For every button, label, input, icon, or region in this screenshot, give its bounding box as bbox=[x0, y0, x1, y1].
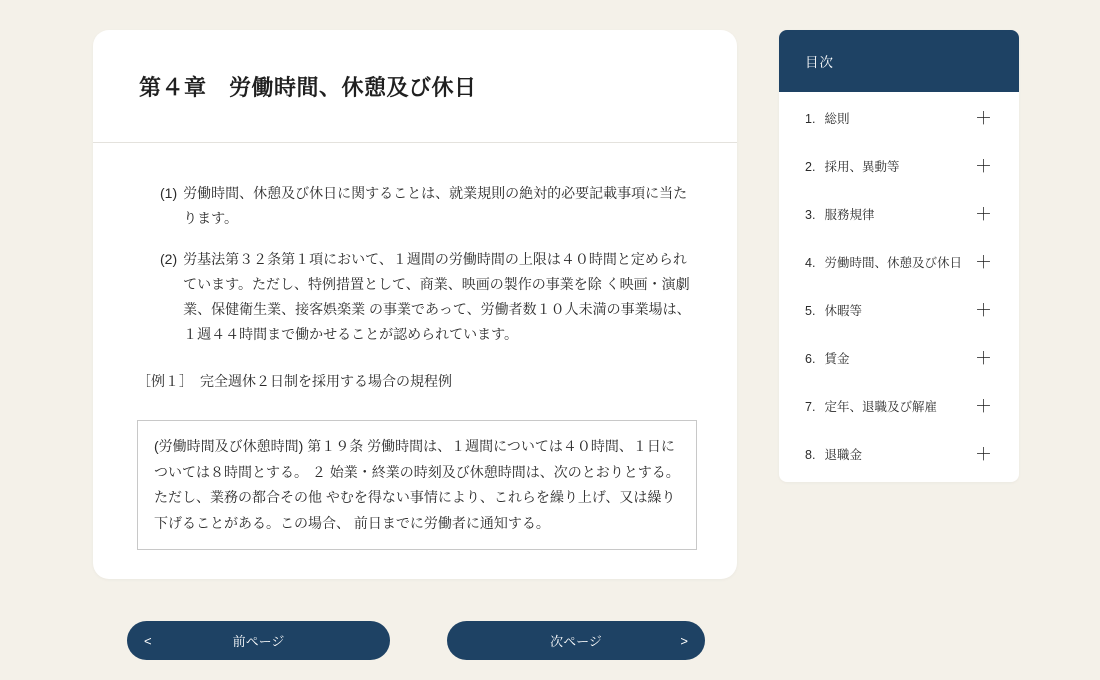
toc-item-7-label: 定年、退職及び解雇 bbox=[824, 400, 937, 414]
document-card bbox=[93, 30, 737, 579]
toc-item-5[interactable] bbox=[779, 286, 1019, 334]
toc-item-6-number: 6. bbox=[805, 352, 816, 366]
expand-plus-icon[interactable]: ＋ bbox=[975, 204, 992, 224]
toc-item-4-number: 4. bbox=[805, 256, 816, 270]
toc-item-2-number: 2. bbox=[805, 160, 816, 174]
toc-item-3-number: 3. bbox=[805, 208, 816, 222]
toc-item-1-number: 1. bbox=[805, 112, 816, 126]
paragraph-1-marker: (1) bbox=[160, 185, 178, 201]
toc-item-3-label: 服務規律 bbox=[824, 208, 875, 222]
expand-plus-icon[interactable]: ＋ bbox=[975, 156, 992, 176]
paragraph-2 bbox=[160, 247, 697, 347]
toc-item-6[interactable] bbox=[779, 334, 1019, 382]
prev-page-button[interactable] bbox=[127, 621, 390, 660]
page-title: 第４章 労働時間、休憩及び休日 bbox=[139, 74, 477, 100]
document-header bbox=[93, 30, 737, 143]
expand-plus-icon[interactable]: ＋ bbox=[975, 108, 992, 128]
expand-plus-icon[interactable]: ＋ bbox=[975, 444, 992, 464]
paragraph-1-text: 労働時間、休憩及び休日に関することは、就業規則の絶対的必要記載事項に当たります。 bbox=[183, 185, 688, 226]
toc-list bbox=[779, 92, 1019, 482]
next-page-label: 次ページ bbox=[550, 634, 602, 649]
expand-plus-icon[interactable]: ＋ bbox=[975, 300, 992, 320]
expand-plus-icon[interactable]: ＋ bbox=[975, 348, 992, 368]
toc-item-7[interactable] bbox=[779, 382, 1019, 430]
toc-item-5-number: 5. bbox=[805, 304, 816, 318]
toc-item-2[interactable] bbox=[779, 142, 1019, 190]
document-body bbox=[93, 143, 737, 550]
toc-item-8[interactable] bbox=[779, 430, 1019, 478]
paragraph-2-marker: (2) bbox=[160, 251, 178, 267]
next-page-button[interactable] bbox=[447, 621, 705, 660]
toc-item-1[interactable] bbox=[779, 94, 1019, 142]
toc-item-8-label: 退職金 bbox=[824, 448, 862, 462]
toc-header: 目次 bbox=[779, 30, 1019, 92]
expand-plus-icon[interactable]: ＋ bbox=[975, 252, 992, 272]
toc-item-6-label: 賃金 bbox=[824, 352, 850, 366]
paragraph-2-text: 労基法第３２条第１項において、１週間の労働時間の上限は４０時間と定められています。ただし、特例措置として、商業、映画の製作の事業を除 く映画・演劇業、保健衛生業、接客娯楽業 の事業であって、労働者数１０人未満の事業場は、１週４４時間まで働かせることが認められています。 bbox=[183, 251, 691, 342]
chevron-left-icon: < bbox=[144, 633, 152, 648]
toc-item-5-label: 休暇等 bbox=[824, 304, 862, 318]
paragraph-1 bbox=[160, 181, 697, 231]
expand-plus-icon[interactable]: ＋ bbox=[975, 396, 992, 416]
prev-page-label: 前ページ bbox=[232, 634, 285, 649]
toc-item-2-label: 採用、異動等 bbox=[824, 160, 900, 174]
toc-item-4[interactable] bbox=[779, 238, 1019, 286]
toc-panel bbox=[779, 30, 1019, 482]
toc-item-1-label: 総則 bbox=[824, 112, 850, 126]
example-label: ［例１］ 完全週休２日制を採用する場合の規程例 bbox=[137, 373, 452, 389]
toc-item-3[interactable] bbox=[779, 190, 1019, 238]
chevron-right-icon: > bbox=[680, 633, 688, 648]
example-box: (労働時間及び休憩時間) 第１９条 労働時間は、１週間については４０時間、１日については８時間とする。 ２ 始業・終業の時刻及び休憩時間は、次のとおりとする。ただし、業務の都合その他 やむを得ない事情により、これらを繰り上げ、又は繰り下げることがある。この場合、 前日までに労働者に通知する。 bbox=[137, 420, 697, 550]
toc-item-8-number: 8. bbox=[805, 448, 816, 462]
toc-item-7-number: 7. bbox=[805, 400, 816, 414]
toc-item-4-label: 労働時間、休憩及び休日 bbox=[824, 256, 962, 270]
